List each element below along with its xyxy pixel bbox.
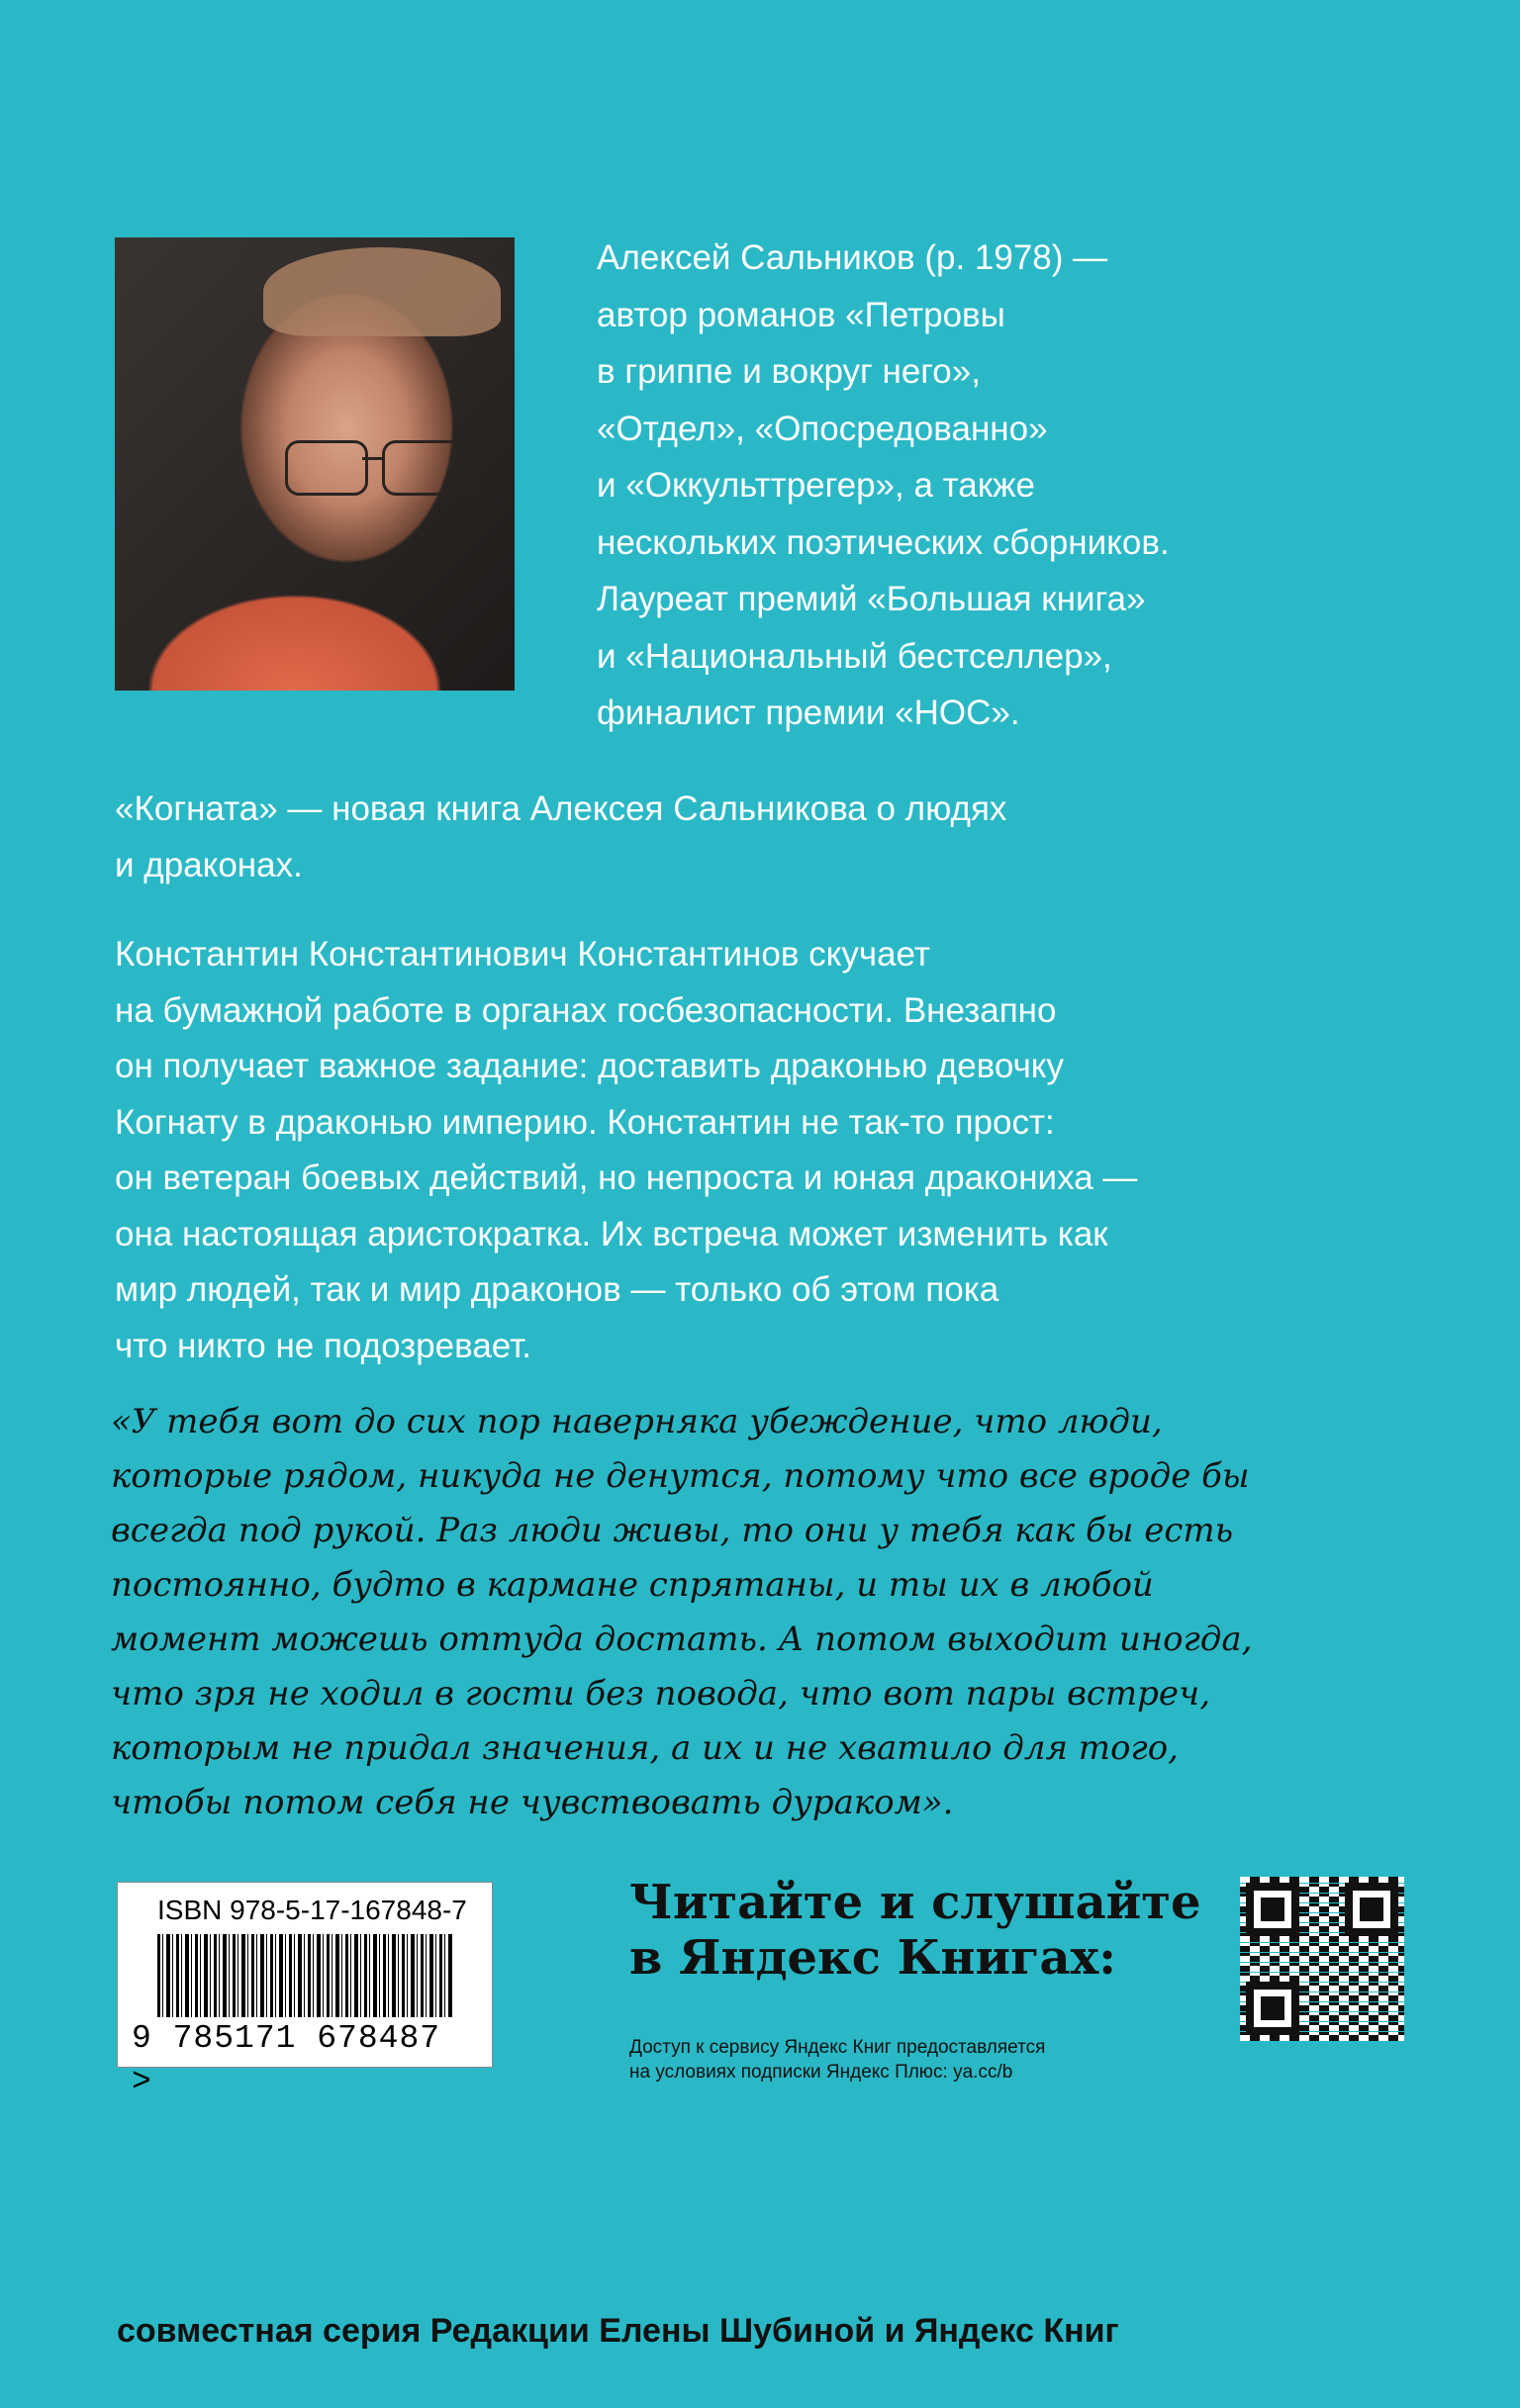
book-intro bbox=[115, 782, 1401, 893]
promo-note bbox=[629, 2035, 1223, 2084]
book-intro-line: и драконах. bbox=[115, 845, 303, 884]
author-bio-line: финалист премии «НОС». bbox=[597, 694, 1020, 732]
author-bio-line: «Отдел», «Опосредованно» bbox=[597, 409, 1048, 448]
book-summary-line: он получает важное задание: доставить драконью девочку bbox=[115, 1047, 1065, 1085]
author-bio-line: нескольких поэтических сборников. bbox=[597, 522, 1170, 562]
book-intro-line: «Когната» — новая книга Алексея Сальникова о людях bbox=[115, 789, 1007, 828]
book-quote-line: «У тебя вот до сих пор наверняка убеждение, что люди, bbox=[111, 1402, 1163, 1441]
book-quote-line: которые рядом, никуда не денутся, потому что все вроде бы bbox=[111, 1456, 1250, 1496]
promo-note-line: на условиях подписки Яндекс Плюс: ya.cc/b bbox=[629, 2062, 1013, 2083]
author-bio-line: и «Оккульттрегер», а также bbox=[597, 466, 1035, 505]
book-summary-line: мир людей, так и мир драконов — только об этом пока bbox=[115, 1270, 999, 1309]
book-summary bbox=[115, 927, 1401, 1374]
book-summary-line: Константин Константинович Константинов скучает bbox=[115, 935, 930, 973]
author-bio-line: Алексей Сальников (р. 1978) — bbox=[597, 238, 1108, 277]
isbn-barcode-box bbox=[117, 1882, 493, 2100]
qr-code-icon bbox=[1240, 1877, 1404, 2041]
series-footer: совместная серия Редакции Елены Шубиной и Яндекс Книг bbox=[117, 2312, 1119, 2350]
author-photo-hair bbox=[263, 247, 501, 336]
book-summary-line: на бумажной работе в органах госбезопасности. Внезапно bbox=[115, 990, 1057, 1030]
promo-title bbox=[629, 1875, 1223, 1986]
qr-finder-icon bbox=[1345, 1883, 1398, 1936]
author-bio-line: и «Национальный бестселлер», bbox=[597, 636, 1112, 676]
book-summary-line: он ветеран боевых действий, но непроста и юная дракониха — bbox=[115, 1158, 1138, 1197]
glasses-bridge bbox=[362, 457, 384, 460]
glasses-lens-left bbox=[285, 440, 368, 496]
glasses-lens-right bbox=[382, 440, 479, 496]
barcode-digits: 9 785171 678487 > bbox=[132, 2017, 478, 2061]
book-summary-line: Когнату в драконью империю. Константин не так-то прост: bbox=[115, 1102, 1055, 1142]
author-bio bbox=[597, 230, 1309, 742]
book-summary-line: что никто не подозревает. bbox=[115, 1326, 531, 1365]
qr-finder-icon bbox=[1246, 1883, 1299, 1936]
book-quote bbox=[111, 1395, 1397, 1830]
promo-note-line: Доступ к сервису Яндекс Книг предоставляется bbox=[629, 2037, 1046, 2058]
promo-title-line: в Яндекс Книгах: bbox=[629, 1930, 1116, 1986]
promo-title-line: Читайте и слушайте bbox=[629, 1875, 1201, 1930]
author-bio-line: автор романов «Петровы bbox=[597, 295, 1005, 334]
author-bio-line: Лауреат премий «Большая книга» bbox=[597, 580, 1146, 618]
author-photo bbox=[115, 237, 515, 691]
qr-finder-icon bbox=[1246, 1982, 1299, 2035]
book-quote-line: что зря не ходил в гости без повода, что вот пары встреч, bbox=[111, 1674, 1211, 1713]
book-quote-line: всегда под рукой. Раз люди живы, то они у тебя как бы есть bbox=[111, 1511, 1234, 1550]
book-quote-line: постоянно, будто в кармане спрятаны, и ты их в любой bbox=[111, 1565, 1154, 1605]
book-quote-line: чтобы потом себя не чувствовать дураком». bbox=[111, 1783, 954, 1822]
book-summary-line: она настоящая аристократка. Их встреча может изменить как bbox=[115, 1214, 1108, 1253]
book-quote-line: которым не придал значения, а их и не хватило для того, bbox=[111, 1728, 1179, 1768]
book-quote-line: момент можешь оттуда достать. А потом выходит иногда, bbox=[111, 1620, 1253, 1659]
author-bio-line: в гриппе и вокруг него», bbox=[597, 352, 981, 391]
isbn-label: ISBN 978-5-17-167848-7 bbox=[157, 1895, 467, 1925]
